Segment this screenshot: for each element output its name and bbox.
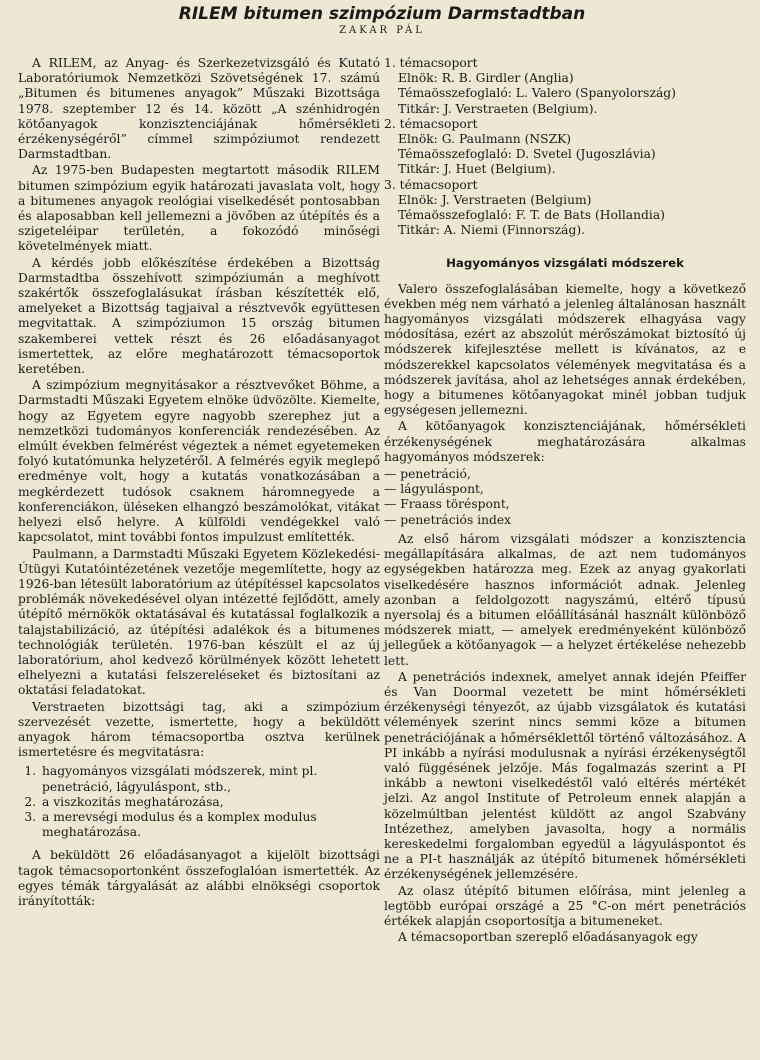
paragraph: A szimpózium megnyitásakor a résztvevőket Böhme, a Darmstadti Műszaki Egyetem elnöke üdvözölte. Kiemelte, hogy az Egyetem egyre nagyobb szerephez jut a nemzetközi tudományos konferenciák rendezésében. Az elmúlt években felmérést végeztek a német egyetemeken folyó kutatómunka helyzetéről. A felmérés egyik meglepő eredménye volt, hogy a kutatás vonatkozásában a megkérdezett tudósok csaknem háromnegyede a konferenciákon, üléseken elhangzó beszámolókat, vitákat helyezi első helyre. A külföldi vendégekkel való kapcsolatot, mint további fontos impulzust említették. [18,378,380,545]
paragraph: A témacsoportban szereplő előadásanyagok egy [398,930,698,945]
method-item: — lágyuláspont, [384,482,746,497]
group-summarizer: Témaösszefoglaló: L. Valero (Spanyolország) [398,86,676,101]
group-chair: Elnök: G. Paulmann (NSZK) [398,132,572,147]
group-secretary: Titkár: J. Huet (Belgium). [398,162,556,177]
paragraph: Valero összefoglalásában kiemelte, hogy a következő években még nem várható a jelenleg általánosan használt hagyományos vizsgálati módszerek elhagyása vagy módosítása, ezért az abszolút mérőszámokat biztosító új módszerek kifejlesztése mellett is kívánatos, az e módszerekkel kapcsolatos vélemények megvitatása és a módszerek javítása, ahol az lehetséges annak érdekében, hogy a bitumenes kötőanyagokat minél jobban tudjuk egységesen jellemezni. [384,281,746,418]
article-author: ZAKAR PÁL [339,25,425,36]
paragraph: A penetrációs indexnek, amelyet annak idején Pfeiffer és Van Doormal vezetett be mint hőmérsékleti érzékenységi tényezőt, az újabb vizsgálatok és kutatási vélemények szerint nincs semmi köze a bitumen penetrációjának a hőmérséklettől történő változásához. A PI inkább a nyírási modulusnak a nyírási érzékenységtől való függésének jelzője. Más fogalmazás szerint a PI inkább a newtoni viselkedéstől való eltérés mértékét jelzi. Az angol Institute of Petroleum ennek alapján a közelmúltban jelentést küldött az angol Szabvány Intézethez, amelyben javasolta, hogy a normális kereskedelmi forgalomban egyedül a lágyuláspontot és ne a PI-t használják az útépítő bitumenek hőmérsékleti érzékenységének jellemzésére. [384,669,746,882]
group-summarizer: Témaösszefoglaló: F. T. de Bats (Hollandia) [398,208,665,223]
topic-group-1 [384,56,746,117]
method-item: — Fraass töréspont, [384,497,746,512]
topic-item: 3. a merevségi modulus és a komplex modulus meghatározása. [40,810,380,840]
group-chair: Elnök: J. Verstraeten (Belgium) [398,192,592,207]
group-number: 1. témacsoport [384,56,478,70]
method-list [384,467,746,528]
paragraph: Az olasz útépítő bitumen előírása, mint jelenleg a legtöbb európai országé a 25 °C-on mért penetrációs értékek alapján csoportosítja a bitumeneket. [384,883,746,928]
paragraph: Paulmann, a Darmstadti Műszaki Egyetem Közlekedési-Útügyi Kutatóintézetének vezetője megemlítette, hogy az 1926-ban létesült laboratórium az útépítéssel kapcsolatos problémák növekedésével olyan intézetté fejlődött, amely útépítő mérnökök oktatásával és kutatással foglalkozik a talajstabilizáció, az útépítési adalékok és a bitumenes technológiák területén. 1976-ban készült el az új laboratórium, ahol kedvező körülmények között lehetett elhelyezni a kutatási felszereléseket és biztosítani az oktatási feladatokat. [18,546,380,698]
left-column [18,56,380,945]
right-column [384,56,746,945]
article-title: RILEM bitumen szimpózium Darmstadtban [178,4,586,24]
group-number: 2. témacsoport [384,116,478,131]
group-summarizer: Témaösszefoglaló: D. Svetel (Jugoszlávia) [398,147,656,162]
paragraph: Az 1975-ben Budapesten megtartott második RILEM bitumen szimpózium egyik határozati javaslata volt, hogy a bitumenes anyagok reológiai viselkedését pontosabban és alaposabban kell jellemezni a jövőben az útépítés és a szigeteléipar területén, a fokozódó minőségi követelmények miatt. [18,163,380,254]
section-heading: Hagyományos vizsgálati módszerek [446,256,684,271]
paragraph: A beküldött 26 előadásanyagot a kijelölt bizottsági tagok témacsoportonként összefoglalóan ismertették. Az egyes témák tárgyalását az alábbi elnökségi csoportok irányították: [18,848,380,908]
group-secretary: Titkár: J. Verstraeten (Belgium). [398,101,598,116]
topic-item: 1. hagyományos vizsgálati módszerek, mint pl. penetráció, lágyuláspont, stb., [40,764,380,794]
topic-list [18,764,380,840]
group-secretary: Titkár: A. Niemi (Finnország). [398,223,586,238]
paragraph: Az első három vizsgálati módszer a konzisztencia megállapítására alkalmas, de azt nem tudományos egységekben határozza meg. Ezek az anyag gyakorlati viselkedésére hasznos információt adnak. Jelenleg azonban a feldolgozott nagyszámú, eltérő típusú nyersolaj és a bitumen előállításánál használt különböző módszerek miatt, — amelyek eredményeként különböző jellegűek a kötőanyagok — a helyzet értékelése nehezebb lett. [384,531,746,668]
article-columns [18,56,746,945]
topic-item: 2. a viszkozitás meghatározása, [40,795,380,810]
group-chair: Elnök: R. B. Girdler (Anglia) [398,71,574,86]
paragraph: A kötőanyagok konzisztenciájának, hőmérsékleti érzékenységének meghatározására alkalmas hagyományos módszerek: [384,419,746,464]
method-item: — penetráció, [384,467,746,482]
paragraph: Verstraeten bizottsági tag, aki a szimpózium szervezését vezette, ismertette, hogy a beküldött anyagok három témacsoportba osztva kerülnek ismertetésre és megvitatásra: [18,699,380,760]
method-item: — penetrációs index [384,513,746,528]
group-number: 3. témacsoport [384,177,478,192]
topic-group-3 [384,178,746,239]
topic-group-2 [384,117,746,178]
paragraph: A kérdés jobb előkészítése érdekében a Bizottság Darmstadtba összehívott szimpóziumán a meghívott szakértők összefoglalásukat írásban készítették elő, amelyeket a Bizottság tagjaival a résztvevők együttesen megvitattak. A szimpóziumon 15 ország bitumen szakemberei vettek részt és 26 előadásanyagot ismertettek, az előre meghatározott témacsoportok keretében. [18,255,380,377]
paragraph: A RILEM, az Anyag- és Szerkezetvizsgáló és Kutató Laboratóriumok Nemzetközi Szövetségének 17. számú „Bitumen és bitumenes anyagok” Műszaki Bizottsága 1978. szeptember 12 és 14. között „A szénhidrogén kötőanyagok konzisztenciájának hőmérsékleti érzékenységéről” címmel szimpóziumot rendezett Darmstadtban. [18,56,380,162]
